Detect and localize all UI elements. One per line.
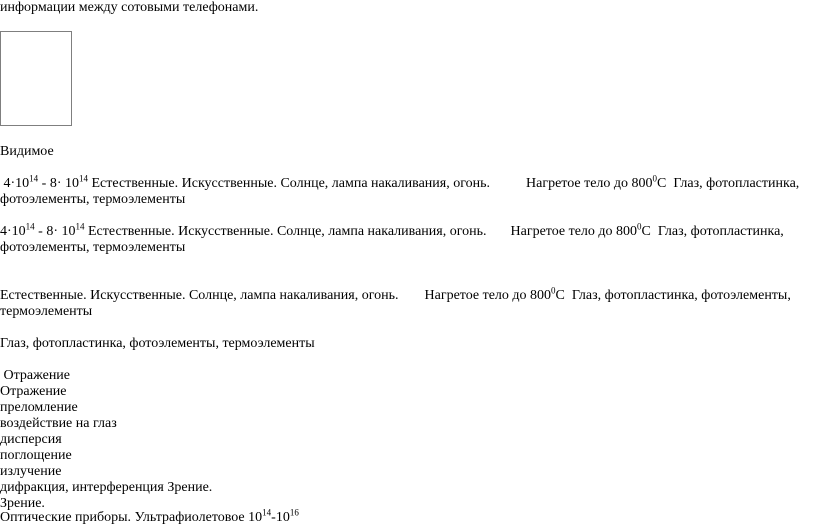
uv-text: Ультрафиолетовое [134,510,245,525]
uv-range: -10 [271,510,290,525]
top-line [0,0,258,16]
reflection-line-2: Отражение [0,384,67,399]
sources-text: Естественные. Искусственные. Солнце, лампа накаливания, огонь. [91,176,490,191]
reflection-line-1 [0,368,70,384]
detectors-text: Глаз, фотопластинка, [673,176,800,191]
vision-text: Зрение. [167,480,213,495]
exponent: 14 [262,507,272,518]
image-placeholder [0,31,72,126]
exponent: 14 [29,173,39,184]
eye-effect-line: воздействие на глаз [0,416,117,431]
visible-paragraph-2 [0,221,812,256]
diffraction-text: дифракция, интерференция [0,480,164,495]
visible-paragraph-1 [0,173,812,208]
optical-text: Оптические приборы. [0,510,132,525]
visible-heading: Видимое [0,144,54,159]
freq-text: 4·10 [3,176,30,191]
reflection-text: Отражение [3,368,71,383]
exponent: 14 [79,173,88,184]
celsius: С [657,176,667,191]
diffraction-line [0,480,212,496]
vision-line: Зрение. [0,496,45,511]
heated-body-text: Нагретое тело до 800 [510,224,638,239]
detectors-line: Глаз, фотопластинка, фотоэлементы, термоэлементы [0,336,315,351]
sources-text: Естественные. Искусственные. Солнце, лампа накаливания, огонь. [88,224,487,239]
detectors-text: Глаз, фотопластинка, [657,224,784,239]
uv-range: 10 [248,510,263,525]
refraction-line: преломление [0,400,78,415]
absorption-line: поглощение [0,448,72,463]
detectors-text: Глаз, фотопластинка, фотоэлементы, [571,288,791,303]
detectors-text: термоэлементы [0,304,93,319]
freq-text: - 8· 10 [34,224,76,239]
exponent: 14 [25,221,35,232]
freq-text: 4·10 [0,224,26,239]
sources-text: Естественные. Искусственные. Солнце, лампа накаливания, огонь. [0,288,399,303]
celsius: С [641,224,651,239]
top-line-text: информации между сотовыми телефонами. [0,0,259,15]
dispersion-line: дисперсия [0,432,62,447]
degree-sup: 0 [551,285,556,296]
exponent: 16 [289,507,299,518]
detectors-text: фотоэлементы, термоэлементы [0,192,186,207]
freq-text: - 8· 10 [38,176,79,191]
visible-paragraph-3 [0,285,812,320]
detectors-text: фотоэлементы, термоэлементы [0,240,186,255]
emission-line: излучение [0,464,62,479]
degree-sup: 0 [637,221,642,232]
degree-sup: 0 [652,173,658,184]
optical-line [0,507,299,526]
heated-body-text: Нагретое тело до 800 [424,288,552,303]
heated-body-text: Нагретое тело до 800 [526,176,653,191]
exponent: 14 [75,221,85,232]
celsius: С [555,288,565,303]
